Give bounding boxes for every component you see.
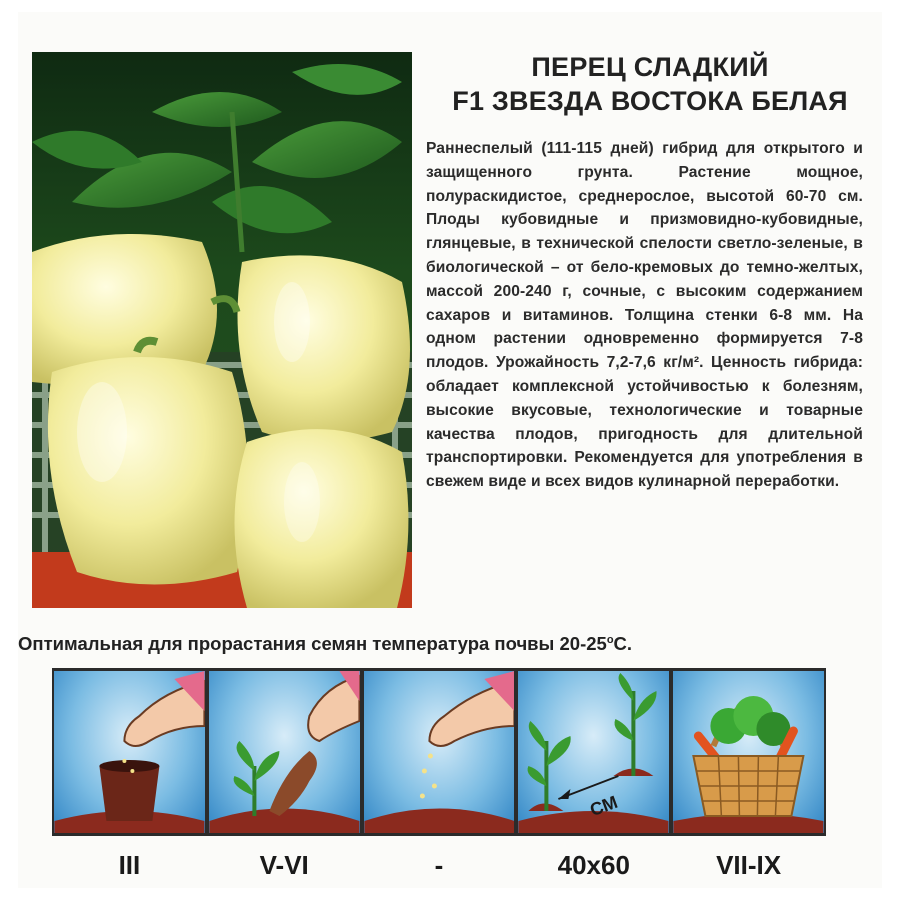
step-label-direct-sowing: - [434,850,444,880]
transplanting-icon [209,671,360,833]
step-transplanting [209,671,360,833]
growing-steps-strip [52,668,826,836]
title-line-2: F1 ЗВЕЗДА ВОСТОКА БЕЛАЯ [452,86,848,116]
step-harvest [673,671,824,833]
title-line-1: ПЕРЕЦ СЛАДКИЙ [531,52,769,82]
pepper-photo-image [32,52,412,608]
direct-sowing-icon [364,671,515,833]
temperature-text: Оптимальная для прорастания семян температура почвы 20-25 [18,633,607,654]
harvest-basket-icon [673,671,824,833]
sowing-in-pot-icon [54,671,205,833]
step-label-sowing-month: III [118,850,141,880]
spacing-unit-label: СМ [587,791,621,821]
growing-steps-labels [52,850,826,881]
product-description: Раннеспелый (111-115 дней) гибрид для открытого и защищенного грунта. Растение мощное, полураскидистое, среднерослое, высотой 60-70 см. Плоды кубовидные и призмовидно-кубовидные, глянцевые, в технической спелости светло-зеленые, в биологической – от бело-кремовых до темно-желтых, массой 200-240 г, сочные, с высоким содержанием сахаров и витаминов. Толщина стенки 6-8 мм. На одном растении одновременно формируется 7-8 плодов. Урожайность 7,2-7,6 кг/м². Ценность гибрида: обладает комплексной устойчивостью к болезням, высокие вкусовые, технологические и товарные качества плодов, пригодность для длительной транспортировки. Рекомендуется для употребления в свежем виде и всех видов кулинарной переработки. [426,140,863,491]
product-photo [32,52,412,608]
step-label-planting-scheme: 40x60 [557,850,630,880]
step-direct-sowing [364,671,515,833]
step-label-harvest-month: VII-IX [716,850,782,880]
step-label-transplant-month: V-VI [259,850,309,880]
degree-sign: о [606,633,614,646]
temperature-unit: С. [613,633,633,654]
step-planting-scheme [518,671,669,833]
step-sowing-in-pot [54,671,205,833]
product-title [430,50,870,118]
germination-temperature [18,633,878,655]
